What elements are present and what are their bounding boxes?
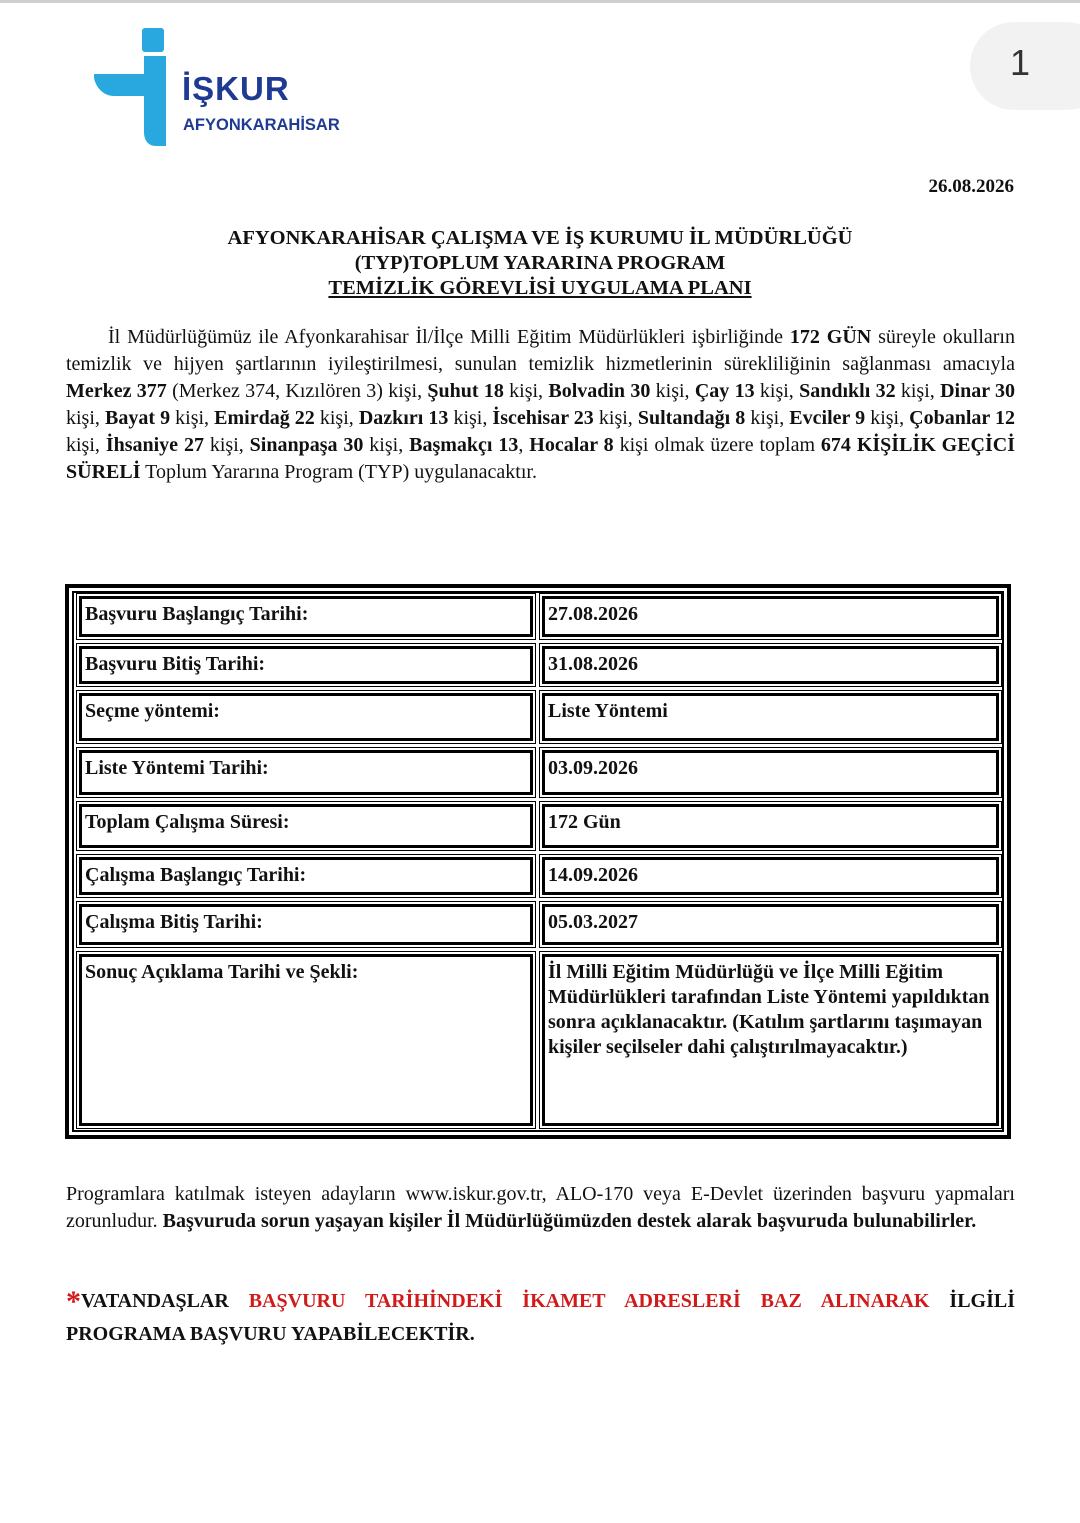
intro-bold-run: Sinanpaşa 30 xyxy=(249,434,364,456)
notice-highlight: BAŞVURU TARİHİNDEKİ İKAMET ADRESLERİ BAZ ALINARAK xyxy=(248,1290,930,1312)
intro-bold-run: Evciler 9 xyxy=(789,407,866,429)
intro-text-run: kişi, xyxy=(865,407,910,429)
document-date: 26.08.2026 xyxy=(928,176,1014,197)
table-label-list-method-date: Liste Yöntemi Tarihi: xyxy=(79,750,533,795)
top-divider xyxy=(0,0,1080,3)
intro-bold-run: Bayat 9 xyxy=(104,407,171,429)
intro-bold-run: Dazkırı 13 xyxy=(358,407,449,429)
intro-text-run: kişi, xyxy=(363,434,410,456)
intro-text-run: kişi, xyxy=(448,407,493,429)
intro-paragraph xyxy=(66,324,1015,486)
intro-bold-run: Çay 13 xyxy=(694,380,755,402)
table-value-total-duration: 172 Gün xyxy=(542,804,999,848)
table-label-result-announcement: Sonuç Açıklama Tarihi ve Şekli: xyxy=(79,954,533,1126)
intro-bold-run: Dinar 30 xyxy=(940,380,1016,402)
intro-text-run: kişi, xyxy=(503,380,549,402)
application-support-text: Başvuruda sorun yaşayan kişiler İl Müdürlüğümüzden destek alarak başvuruda bulunabilirler. xyxy=(162,1210,977,1232)
intro-text-run: kişi, xyxy=(66,434,106,456)
table-value-result-announcement: İl Milli Eğitim Müdürlüğü ve İlçe Milli Eğitim Müdürlükleri tarafından Liste Yöntemi yapıldıktan sonra açıklanacaktır. (Katılım şartlarını taşımayan kişiler seçilseler dahi çalıştırılmayacaktır.) xyxy=(542,954,999,1126)
table-label-application-end: Başvuru Bitiş Tarihi: xyxy=(79,646,533,684)
iskur-logo xyxy=(94,28,354,150)
intro-text-run: kişi, xyxy=(314,407,359,429)
intro-text-run: kişi, xyxy=(895,380,941,402)
table-label-work-end: Çalışma Bitiş Tarihi: xyxy=(79,904,533,945)
table-value-application-end: 31.08.2026 xyxy=(542,646,999,684)
asterisk-icon: * xyxy=(66,1285,81,1318)
table-label-total-duration: Toplam Çalışma Süresi: xyxy=(79,804,533,848)
table-label-selection-method: Seçme yöntemi: xyxy=(79,693,533,741)
intro-bold-run: İscehisar 23 xyxy=(492,407,594,429)
intro-bold-run: Bolvadin 30 xyxy=(548,380,651,402)
intro-text-run: İl Müdürlüğümüz ile Afyonkarahisar İl/İlçe Milli Eğitim Müdürlükleri işbirliğinde xyxy=(108,326,790,348)
table-label-work-start: Çalışma Başlangıç Tarihi: xyxy=(79,857,533,895)
intro-text-run: kişi, xyxy=(170,407,215,429)
intro-bold-run: Sultandağı 8 xyxy=(637,407,746,429)
table-value-application-start: 27.08.2026 xyxy=(542,596,999,637)
application-info-paragraph xyxy=(66,1181,1015,1235)
intro-bold-run: Başmakçı 13 xyxy=(409,434,519,456)
page-number: 1 xyxy=(1010,42,1031,83)
page-number-badge xyxy=(970,22,1080,110)
iskur-logo-mark-icon xyxy=(94,28,174,150)
document-heading xyxy=(0,226,1080,301)
application-info-text: Programlara katılmak isteyen adayların www.iskur.gov.tr, ALO-170 veya E-Devlet üzerinden başvuru yapmaları zorunludur. xyxy=(66,1183,1015,1232)
intro-bold-run: Çobanlar 12 xyxy=(909,407,1016,429)
intro-bold-run: Emirdağ 22 xyxy=(214,407,315,429)
intro-bold-run: Hocalar 8 xyxy=(529,434,614,456)
logo-city: AFYONKARAHİSAR xyxy=(183,116,340,134)
intro-bold-run: Sandıklı 32 xyxy=(799,380,896,402)
table-value-list-method-date: 03.09.2026 xyxy=(542,750,999,795)
intro-bold-run: İhsaniye 27 xyxy=(105,434,204,456)
intro-bold-run: 172 GÜN xyxy=(789,326,872,348)
intro-text-run: Toplum Yararına Program (TYP) uygulanacaktır. xyxy=(140,461,537,483)
logo-brand: İŞKUR xyxy=(182,70,290,107)
notice-part-1: VATANDAŞLAR xyxy=(81,1290,249,1312)
heading-line-3: TEMİZLİK GÖREVLİSİ UYGULAMA PLANI xyxy=(328,277,752,299)
intro-bold-run: Şuhut 18 xyxy=(427,380,504,402)
intro-text-run: kişi, xyxy=(754,380,800,402)
table-value-work-start: 14.09.2026 xyxy=(542,857,999,895)
heading-line-1: AFYONKARAHİSAR ÇALIŞMA VE İŞ KURUMU İL MÜDÜRLÜĞÜ xyxy=(227,227,853,249)
table-value-work-end: 05.03.2027 xyxy=(542,904,999,945)
intro-bold-run: Merkez 377 xyxy=(66,380,167,402)
residence-notice xyxy=(66,1285,1015,1350)
heading-line-2: (TYP)TOPLUM YARARINA PROGRAM xyxy=(354,252,726,274)
intro-text-run: kişi, xyxy=(593,407,638,429)
table-label-application-start: Başvuru Başlangıç Tarihi: xyxy=(79,596,533,637)
intro-text-run: kişi, xyxy=(650,380,695,402)
intro-text-run: , xyxy=(518,434,530,456)
intro-text-run: (Merkez 374, Kızılören 3) kişi, xyxy=(166,380,428,402)
intro-bold-run: 674 KİŞİLİK GEÇİCİ SÜRELİ xyxy=(66,434,1015,483)
notice-part-2: İLGİLİ PROGRAMA BAŞVURU YAPABİLECEKTİR. xyxy=(66,1290,1015,1345)
table-value-selection-method: Liste Yöntemi xyxy=(542,693,999,741)
intro-text-run: kişi olmak üzere toplam xyxy=(613,434,821,456)
intro-text-run: süreyle okulların temizlik ve hijyen şartlarının iyileştirilmesi, sunulan temizlik hizmetlerinin sürekliliğinin sağlanması amacıyla xyxy=(66,326,1015,375)
intro-text-run: kişi, xyxy=(745,407,790,429)
intro-text-run: kişi, xyxy=(203,434,250,456)
intro-text-run: kişi, xyxy=(66,407,105,429)
